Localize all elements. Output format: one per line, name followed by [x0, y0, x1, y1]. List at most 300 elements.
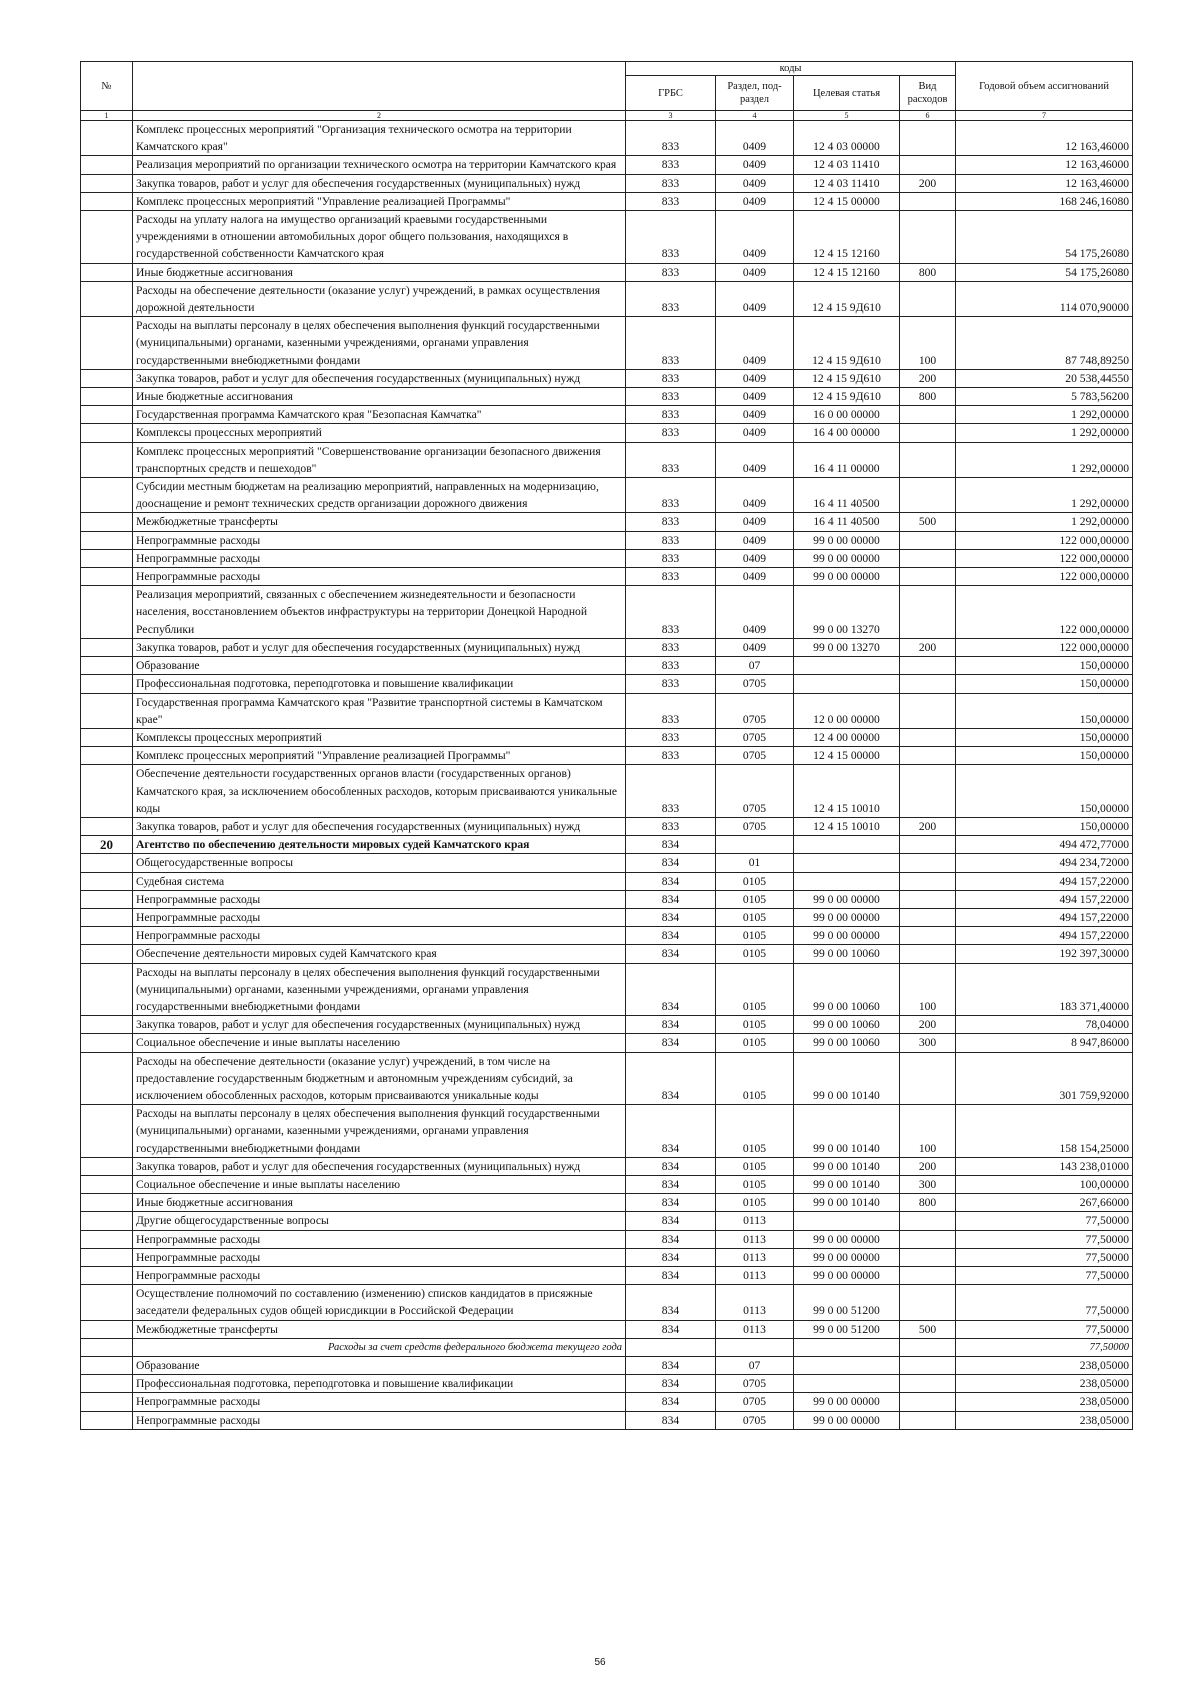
row-expense-kind [900, 1230, 956, 1248]
table-row [81, 369, 1133, 387]
row-target-article: 99 0 00 00000 [794, 908, 900, 926]
row-description: Иные бюджетные ассигнования [133, 263, 626, 281]
row-grbs: 833 [626, 424, 716, 442]
row-section: 0705 [716, 817, 794, 835]
row-description: Социальное обеспечение и иные выплаты населению [133, 1034, 626, 1052]
row-number [81, 1105, 133, 1158]
table-row [81, 1411, 1133, 1429]
table-row [81, 872, 1133, 890]
row-amount: 168 246,16080 [956, 192, 1133, 210]
row-description: Другие общегосударственные вопросы [133, 1212, 626, 1230]
row-description: Комплекс процессных мероприятий "Совершенствование организации безопасного движения транспортных средств и пешеходов" [133, 442, 626, 477]
row-description: Реализация мероприятий, связанных с обеспечением жизнедеятельности и безопасности населения, восстановлением объектов инфраструктуры на территории Донецкой Народной Республики [133, 586, 626, 639]
row-amount: 12 163,46000 [956, 121, 1133, 156]
row-grbs: 834 [626, 1212, 716, 1230]
row-description: Расходы на выплаты персоналу в целях обеспечения выполнения функций государственными (муниципальными) органами, казенными учреждениями, органами управления государственными внебюджетными фондами [133, 317, 626, 370]
row-expense-kind [900, 675, 956, 693]
row-grbs: 833 [626, 586, 716, 639]
row-section: 07 [716, 657, 794, 675]
table-row [81, 836, 1133, 854]
row-number [81, 156, 133, 174]
row-section: 0105 [716, 1016, 794, 1034]
row-amount: 77,50000 [956, 1212, 1133, 1230]
row-grbs: 834 [626, 1357, 716, 1375]
row-number [81, 1212, 133, 1230]
table-row [81, 675, 1133, 693]
row-section: 0409 [716, 478, 794, 513]
row-amount: 494 157,22000 [956, 927, 1133, 945]
row-amount: 12 163,46000 [956, 174, 1133, 192]
table-row [81, 638, 1133, 656]
row-number [81, 424, 133, 442]
row-target-article [794, 675, 900, 693]
row-section: 0409 [716, 263, 794, 281]
row-amount: 77,50000 [956, 1267, 1133, 1285]
row-grbs: 833 [626, 549, 716, 567]
row-grbs: 834 [626, 1105, 716, 1158]
row-section: 0705 [716, 1393, 794, 1411]
header-description [133, 62, 626, 111]
row-section: 0409 [716, 388, 794, 406]
row-grbs: 834 [626, 963, 716, 1016]
row-description: Непрограммные расходы [133, 1411, 626, 1429]
table-row [81, 568, 1133, 586]
row-target-article: 12 4 15 12160 [794, 263, 900, 281]
row-expense-kind: 800 [900, 263, 956, 281]
row-target-article: 12 4 00 00000 [794, 728, 900, 746]
row-target-article: 99 0 00 00000 [794, 890, 900, 908]
row-number [81, 1034, 133, 1052]
index-cell: 7 [956, 111, 1133, 121]
row-section: 0705 [716, 765, 794, 818]
row-description: Осуществление полномочий по составлению (изменению) списков кандидатов в присяжные заседатели федеральных судов общей юрисдикции в Российской Федерации [133, 1285, 626, 1320]
row-description: Расходы на выплаты персоналу в целях обеспечения выполнения функций государственными (муниципальными) органами, казенными учреждениями, органами управления государственными внебюджетными фондами [133, 1105, 626, 1158]
row-section: 0105 [716, 890, 794, 908]
row-number [81, 657, 133, 675]
row-expense-kind [900, 586, 956, 639]
row-grbs: 834 [626, 908, 716, 926]
row-grbs: 834 [626, 1393, 716, 1411]
row-target-article: 99 0 00 10140 [794, 1052, 900, 1105]
row-grbs: 833 [626, 263, 716, 281]
table-row [81, 1230, 1133, 1248]
table-row [81, 1393, 1133, 1411]
row-target-article: 99 0 00 00000 [794, 927, 900, 945]
row-expense-kind [900, 568, 956, 586]
row-number [81, 1357, 133, 1375]
row-description: Иные бюджетные ассигнования [133, 1194, 626, 1212]
row-grbs: 833 [626, 513, 716, 531]
row-section: 0409 [716, 424, 794, 442]
row-description: Расходы на выплаты персоналу в целях обеспечения выполнения функций государственными (муниципальными) органами, казенными учреждениями, органами управления государственными внебюджетными фондами [133, 963, 626, 1016]
row-expense-kind: 200 [900, 1157, 956, 1175]
row-amount: 1 292,00000 [956, 478, 1133, 513]
row-target-article: 16 4 00 00000 [794, 424, 900, 442]
row-number [81, 1393, 133, 1411]
row-description: Расходы на обеспечение деятельности (оказание услуг) учреждений, в том числе на предоставление государственным бюджетным и автономным учреждениям субсидий, за исключением обособленных расходов, которым присваиваются уникальные коды [133, 1052, 626, 1105]
row-amount: 150,00000 [956, 728, 1133, 746]
row-grbs: 834 [626, 854, 716, 872]
row-expense-kind [900, 854, 956, 872]
row-target-article: 99 0 00 00000 [794, 549, 900, 567]
row-grbs: 833 [626, 531, 716, 549]
row-target-article: 99 0 00 10140 [794, 1105, 900, 1158]
row-number [81, 281, 133, 316]
row-section: 0105 [716, 963, 794, 1016]
row-section: 0705 [716, 747, 794, 765]
header-no: № [81, 62, 133, 111]
row-amount: 77,50000 [956, 1320, 1133, 1338]
row-section: 0113 [716, 1230, 794, 1248]
table-row [81, 765, 1133, 818]
table-row [81, 657, 1133, 675]
row-expense-kind [900, 406, 956, 424]
row-target-article [794, 854, 900, 872]
row-grbs: 833 [626, 192, 716, 210]
row-section: 0105 [716, 1105, 794, 1158]
row-number [81, 638, 133, 656]
row-target-article: 12 4 15 10010 [794, 765, 900, 818]
row-section: 0409 [716, 513, 794, 531]
row-expense-kind [900, 1338, 956, 1356]
row-section: 0409 [716, 638, 794, 656]
row-description: Непрограммные расходы [133, 549, 626, 567]
table-row [81, 549, 1133, 567]
row-amount: 8 947,86000 [956, 1034, 1133, 1052]
row-number [81, 1338, 133, 1356]
row-number [81, 513, 133, 531]
table-row [81, 1248, 1133, 1266]
row-amount: 150,00000 [956, 817, 1133, 835]
row-number [81, 1157, 133, 1175]
row-expense-kind: 200 [900, 369, 956, 387]
row-number [81, 890, 133, 908]
row-grbs: 833 [626, 747, 716, 765]
table-row [81, 192, 1133, 210]
row-description: Закупка товаров, работ и услуг для обеспечения государственных (муниципальных) нужд [133, 638, 626, 656]
row-grbs: 833 [626, 281, 716, 316]
row-description: Комплексы процессных мероприятий [133, 424, 626, 442]
header-kind: Вид расходов [900, 76, 956, 111]
table-row [81, 1375, 1133, 1393]
row-grbs: 833 [626, 369, 716, 387]
row-description: Комплексы процессных мероприятий [133, 728, 626, 746]
header-codes: коды [626, 62, 956, 76]
row-target-article: 12 4 15 12160 [794, 211, 900, 264]
row-amount: 122 000,00000 [956, 568, 1133, 586]
table-row [81, 513, 1133, 531]
row-grbs: 833 [626, 765, 716, 818]
row-grbs: 833 [626, 121, 716, 156]
row-description: Межбюджетные трансферты [133, 513, 626, 531]
row-expense-kind [900, 478, 956, 513]
row-description: Социальное обеспечение и иные выплаты населению [133, 1175, 626, 1193]
row-section: 0113 [716, 1267, 794, 1285]
row-expense-kind [900, 1285, 956, 1320]
row-expense-kind [900, 156, 956, 174]
row-amount: 238,05000 [956, 1375, 1133, 1393]
row-description: Профессиональная подготовка, переподготовка и повышение квалификации [133, 1375, 626, 1393]
row-expense-kind [900, 1393, 956, 1411]
row-number [81, 568, 133, 586]
row-expense-kind: 800 [900, 388, 956, 406]
row-expense-kind [900, 836, 956, 854]
table-row [81, 586, 1133, 639]
row-grbs: 833 [626, 657, 716, 675]
row-number [81, 908, 133, 926]
row-description: Закупка товаров, работ и услуг для обеспечения государственных (муниципальных) нужд [133, 1016, 626, 1034]
table-row [81, 1212, 1133, 1230]
row-description: Расходы на обеспечение деятельности (оказание услуг) учреждений, в рамках осуществления дорожной деятельности [133, 281, 626, 316]
row-target-article [794, 1375, 900, 1393]
row-grbs: 833 [626, 638, 716, 656]
row-grbs: 833 [626, 675, 716, 693]
row-expense-kind [900, 549, 956, 567]
row-number [81, 945, 133, 963]
row-number [81, 442, 133, 477]
row-expense-kind [900, 747, 956, 765]
row-target-article [794, 1338, 900, 1356]
table-row [81, 817, 1133, 835]
row-target-article: 99 0 00 00000 [794, 1267, 900, 1285]
row-description: Непрограммные расходы [133, 890, 626, 908]
row-target-article: 99 0 00 51200 [794, 1320, 900, 1338]
row-grbs: 834 [626, 890, 716, 908]
table-row [81, 263, 1133, 281]
header-target: Целевая статья [794, 76, 900, 111]
row-grbs: 834 [626, 1285, 716, 1320]
row-target-article: 99 0 00 10140 [794, 1194, 900, 1212]
row-amount: 192 397,30000 [956, 945, 1133, 963]
row-number [81, 1285, 133, 1320]
table-row [81, 963, 1133, 1016]
row-section: 0409 [716, 442, 794, 477]
row-description: Межбюджетные трансферты [133, 1320, 626, 1338]
row-number [81, 1052, 133, 1105]
row-grbs: 834 [626, 1034, 716, 1052]
header-row-1 [81, 62, 1133, 76]
row-expense-kind [900, 442, 956, 477]
row-grbs: 834 [626, 1411, 716, 1429]
row-expense-kind: 300 [900, 1175, 956, 1193]
header-annual: Годовой объем ассигнований [956, 62, 1133, 111]
row-amount: 301 759,92000 [956, 1052, 1133, 1105]
row-number [81, 872, 133, 890]
row-amount: 5 783,56200 [956, 388, 1133, 406]
row-description: Государственная программа Камчатского края "Безопасная Камчатка" [133, 406, 626, 424]
row-amount: 494 472,77000 [956, 836, 1133, 854]
row-target-article: 16 4 11 00000 [794, 442, 900, 477]
row-amount: 238,05000 [956, 1411, 1133, 1429]
row-grbs: 834 [626, 1016, 716, 1034]
row-target-article: 99 0 00 10060 [794, 1034, 900, 1052]
row-target-article [794, 872, 900, 890]
row-grbs: 833 [626, 728, 716, 746]
budget-table-sheet [80, 61, 1132, 1430]
row-section: 0105 [716, 1034, 794, 1052]
row-number [81, 1194, 133, 1212]
row-target-article: 16 4 11 40500 [794, 513, 900, 531]
row-amount: 122 000,00000 [956, 549, 1133, 567]
row-description: Судебная система [133, 872, 626, 890]
row-amount: 494 157,22000 [956, 908, 1133, 926]
row-section: 0409 [716, 568, 794, 586]
row-grbs: 834 [626, 1267, 716, 1285]
row-number [81, 963, 133, 1016]
row-description: Расходы за счет средств федерального бюджета текущего года [133, 1338, 626, 1356]
row-section: 0105 [716, 1175, 794, 1193]
table-row [81, 908, 1133, 926]
row-target-article: 16 0 00 00000 [794, 406, 900, 424]
row-amount: 238,05000 [956, 1393, 1133, 1411]
row-amount: 77,50000 [956, 1338, 1133, 1356]
row-target-article: 99 0 00 00000 [794, 568, 900, 586]
row-section: 0409 [716, 369, 794, 387]
row-target-article: 99 0 00 00000 [794, 1411, 900, 1429]
row-grbs: 833 [626, 211, 716, 264]
index-cell: 4 [716, 111, 794, 121]
table-row [81, 890, 1133, 908]
table-row [81, 1194, 1133, 1212]
table-row [81, 854, 1133, 872]
row-expense-kind [900, 424, 956, 442]
row-number [81, 1267, 133, 1285]
row-section: 0409 [716, 531, 794, 549]
row-amount: 267,66000 [956, 1194, 1133, 1212]
row-grbs: 834 [626, 945, 716, 963]
row-target-article: 12 4 03 11410 [794, 156, 900, 174]
table-row [81, 156, 1133, 174]
table-row [81, 531, 1133, 549]
row-expense-kind [900, 1248, 956, 1266]
table-row [81, 406, 1133, 424]
row-description: Профессиональная подготовка, переподготовка и повышение квалификации [133, 675, 626, 693]
row-expense-kind: 100 [900, 1105, 956, 1158]
row-section: 0409 [716, 192, 794, 210]
row-amount: 77,50000 [956, 1248, 1133, 1266]
row-expense-kind [900, 1267, 956, 1285]
table-row [81, 442, 1133, 477]
row-section: 0409 [716, 156, 794, 174]
row-amount: 20 538,44550 [956, 369, 1133, 387]
table-row [81, 1320, 1133, 1338]
row-amount: 77,50000 [956, 1230, 1133, 1248]
row-number [81, 854, 133, 872]
row-amount: 143 238,01000 [956, 1157, 1133, 1175]
row-description: Субсидии местным бюджетам на реализацию мероприятий, направленных на модернизацию, дооснащение и ремонт технических средств организации дорожного движения [133, 478, 626, 513]
row-target-article: 99 0 00 10140 [794, 1157, 900, 1175]
row-target-article: 12 4 15 9Д610 [794, 388, 900, 406]
table-row [81, 927, 1133, 945]
row-description: Комплекс процессных мероприятий "Управление реализацией Программы" [133, 192, 626, 210]
row-target-article: 99 0 00 00000 [794, 531, 900, 549]
row-section: 0409 [716, 317, 794, 370]
row-number [81, 388, 133, 406]
table-row [81, 693, 1133, 728]
header-grbs: ГРБС [626, 76, 716, 111]
row-description: Непрограммные расходы [133, 1248, 626, 1266]
row-target-article: 16 4 11 40500 [794, 478, 900, 513]
table-row [81, 1016, 1133, 1034]
row-section: 0705 [716, 1375, 794, 1393]
row-target-article: 12 4 15 00000 [794, 192, 900, 210]
row-number [81, 174, 133, 192]
row-description: Непрограммные расходы [133, 927, 626, 945]
row-number [81, 1248, 133, 1266]
row-expense-kind [900, 1411, 956, 1429]
row-expense-kind [900, 1212, 956, 1230]
row-section: 0105 [716, 1194, 794, 1212]
row-amount: 1 292,00000 [956, 406, 1133, 424]
row-target-article: 99 0 00 10140 [794, 1175, 900, 1193]
row-target-article: 99 0 00 10060 [794, 1016, 900, 1034]
row-section: 0409 [716, 406, 794, 424]
table-row [81, 1357, 1133, 1375]
row-section: 0105 [716, 927, 794, 945]
row-expense-kind: 800 [900, 1194, 956, 1212]
row-number [81, 478, 133, 513]
row-expense-kind [900, 890, 956, 908]
row-description: Комплекс процессных мероприятий "Управление реализацией Программы" [133, 747, 626, 765]
row-number [81, 549, 133, 567]
row-expense-kind [900, 657, 956, 675]
row-number [81, 1375, 133, 1393]
row-amount: 158 154,25000 [956, 1105, 1133, 1158]
row-section: 0105 [716, 872, 794, 890]
row-amount: 12 163,46000 [956, 156, 1133, 174]
row-number [81, 1411, 133, 1429]
row-grbs: 833 [626, 406, 716, 424]
row-description: Закупка товаров, работ и услуг для обеспечения государственных (муниципальных) нужд [133, 174, 626, 192]
row-section: 0409 [716, 549, 794, 567]
row-description: Агентство по обеспечению деятельности мировых судей Камчатского края [133, 836, 626, 854]
row-description: Реализация мероприятий по организации технического осмотра на территории Камчатского края [133, 156, 626, 174]
row-amount: 100,00000 [956, 1175, 1133, 1193]
row-expense-kind [900, 908, 956, 926]
row-number [81, 531, 133, 549]
row-grbs: 834 [626, 1248, 716, 1266]
row-description: Общегосударственные вопросы [133, 854, 626, 872]
table-row [81, 1338, 1133, 1356]
row-expense-kind [900, 945, 956, 963]
table-row [81, 317, 1133, 370]
row-number [81, 263, 133, 281]
row-expense-kind: 500 [900, 513, 956, 531]
row-target-article: 12 4 15 10010 [794, 817, 900, 835]
index-cell: 2 [133, 111, 626, 121]
index-cell: 5 [794, 111, 900, 121]
row-expense-kind [900, 765, 956, 818]
row-grbs: 834 [626, 1052, 716, 1105]
row-target-article: 12 4 03 11410 [794, 174, 900, 192]
row-number [81, 1230, 133, 1248]
row-amount: 183 371,40000 [956, 963, 1133, 1016]
row-target-article: 12 4 15 9Д610 [794, 281, 900, 316]
row-expense-kind [900, 281, 956, 316]
row-grbs: 833 [626, 442, 716, 477]
row-amount: 122 000,00000 [956, 638, 1133, 656]
row-amount: 238,05000 [956, 1357, 1133, 1375]
table-row [81, 478, 1133, 513]
row-number [81, 586, 133, 639]
row-number [81, 1320, 133, 1338]
table-row [81, 1157, 1133, 1175]
row-amount: 494 234,72000 [956, 854, 1133, 872]
row-number [81, 369, 133, 387]
row-expense-kind [900, 728, 956, 746]
row-expense-kind: 100 [900, 963, 956, 1016]
row-grbs: 833 [626, 693, 716, 728]
